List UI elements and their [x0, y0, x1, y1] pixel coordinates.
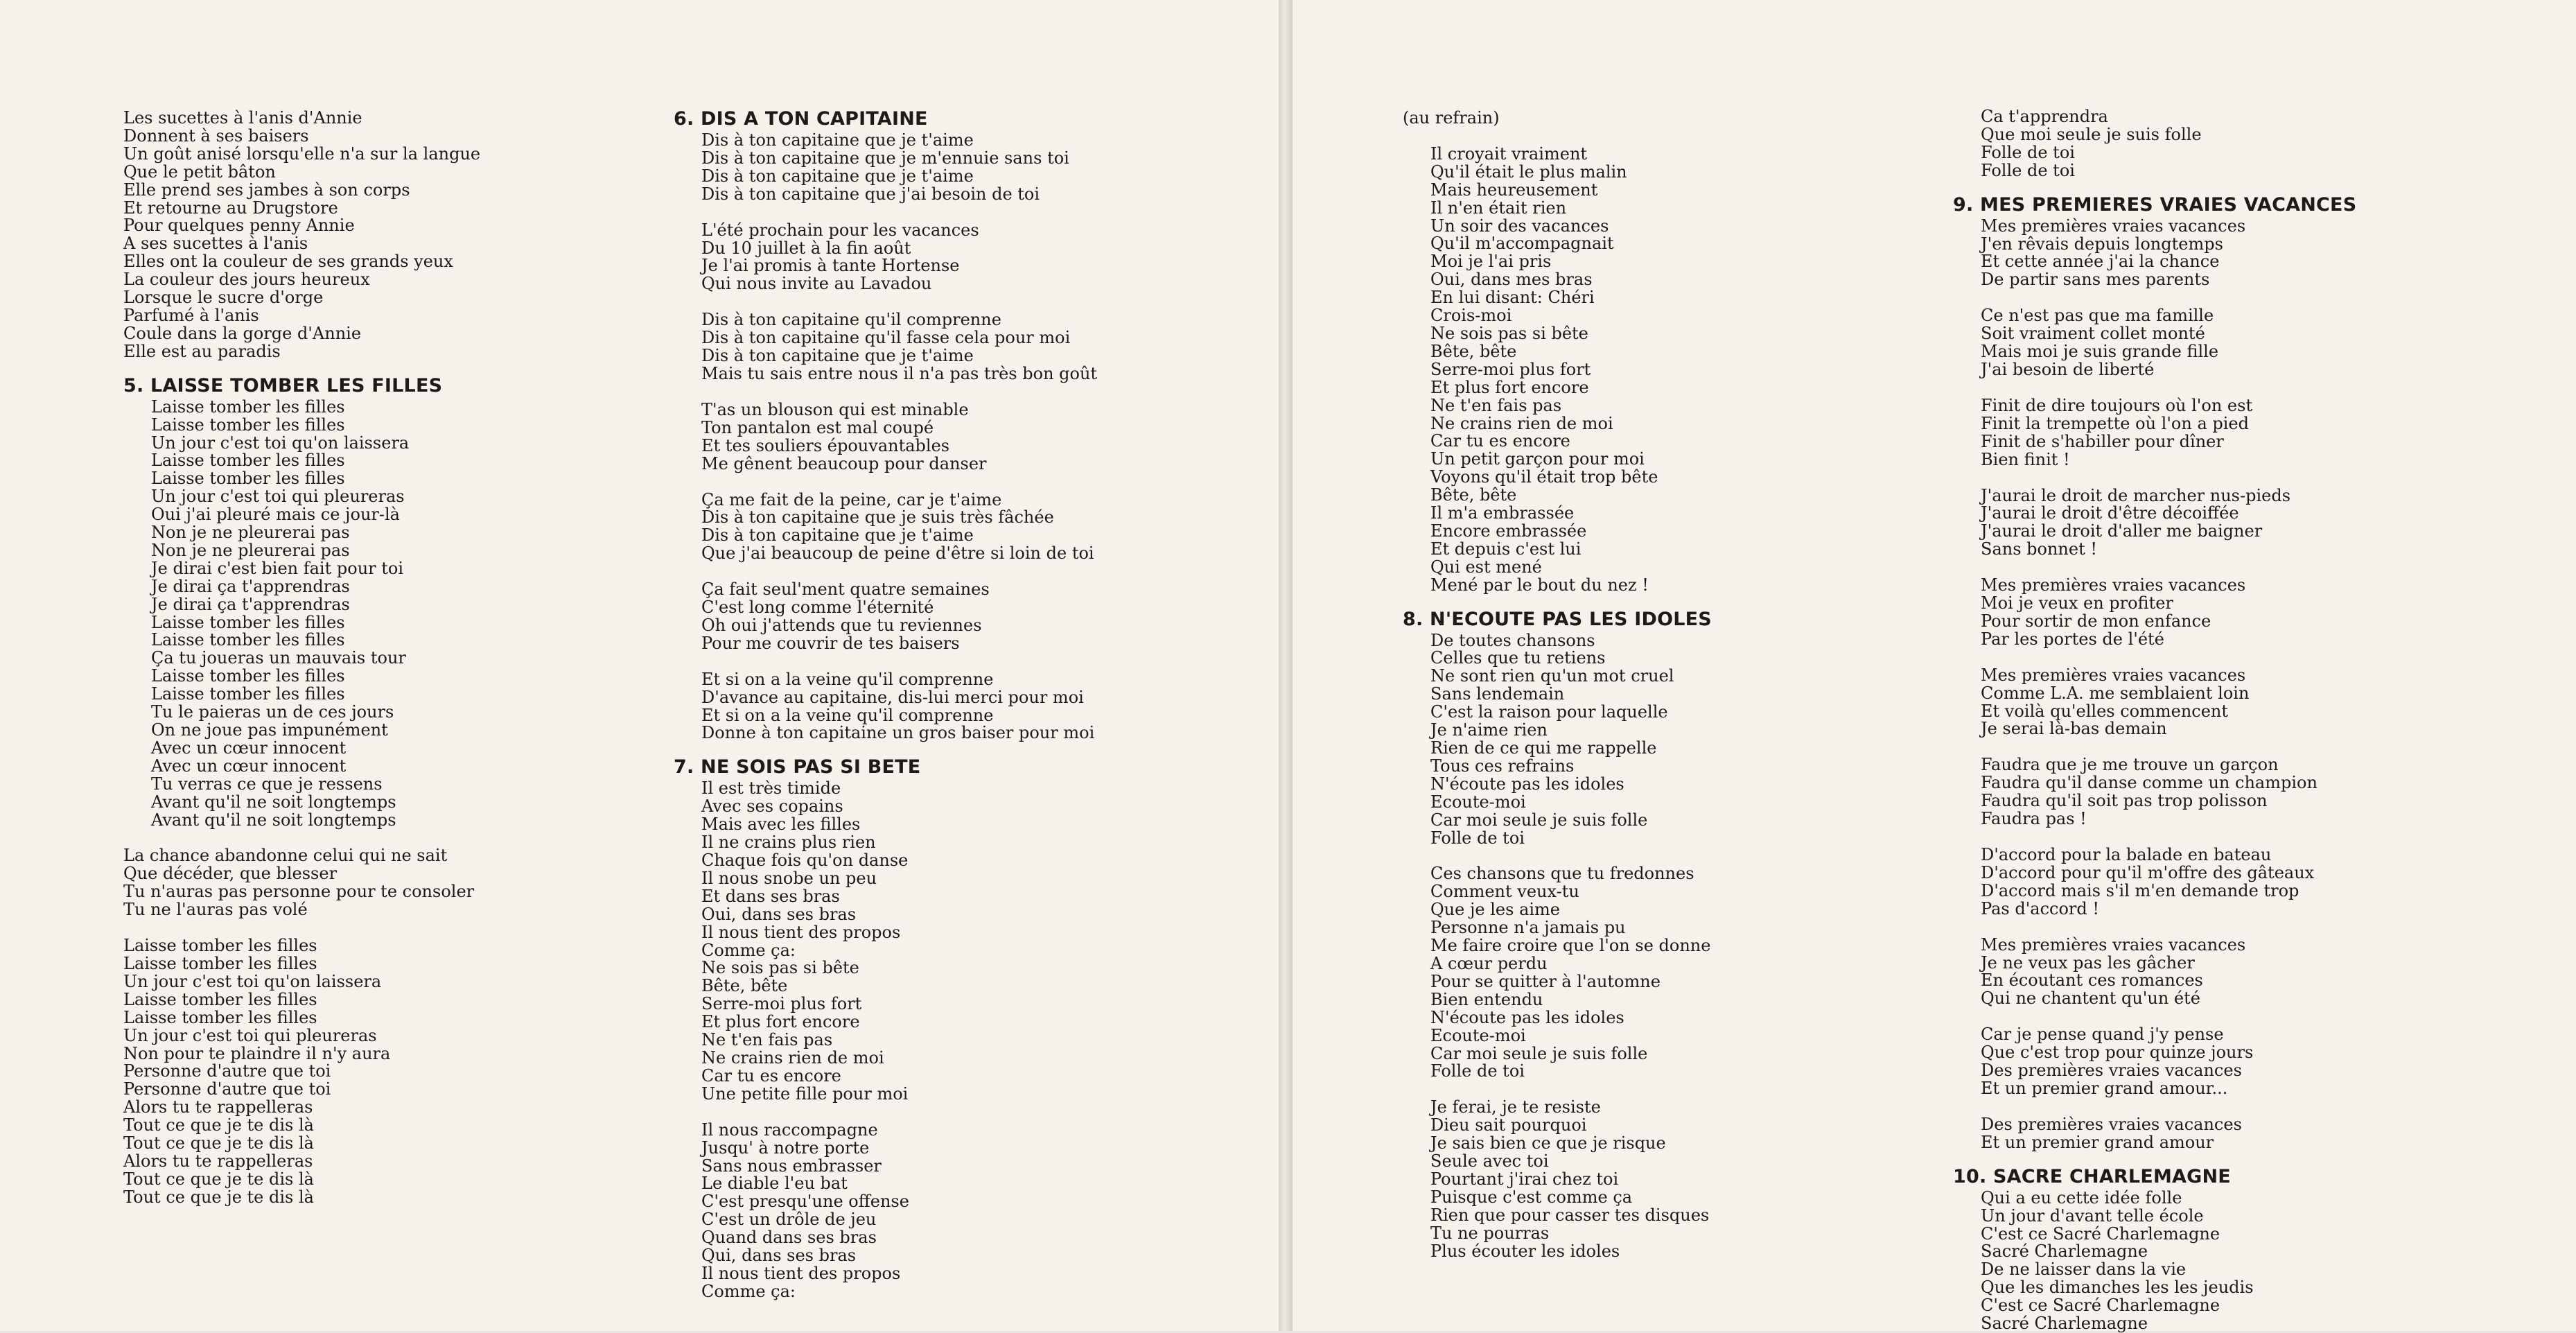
- lyric-line: Dis à ton capitaine que je t'aime: [701, 130, 974, 150]
- lyric-line: Sacré Charlemagne: [1981, 1241, 2148, 1262]
- lyric-line: Avec ses copains: [701, 796, 843, 817]
- lyric-line: Et plus fort encore: [701, 1012, 860, 1032]
- lyrics-stanza: [1953, 577, 2356, 649]
- lyric-line: Un jour c'est toi qui pleureras: [123, 1025, 377, 1045]
- lyric-line: Laisse tomber les filles: [151, 612, 345, 632]
- lyric-line: Folle de toi: [1430, 828, 1525, 848]
- lyrics-column-3: [1403, 110, 1712, 1260]
- lyric-line: Mes premières vraies vacances: [1981, 665, 2246, 685]
- lyric-line: Alors tu te rappelleras: [123, 1151, 313, 1171]
- stanza-gap: [1953, 379, 2356, 397]
- lyric-line: Faudra qu'il danse comme un champion: [1981, 773, 2317, 793]
- lyric-line: Chaque fois qu'on danse: [701, 851, 909, 870]
- lyric-line: Un soir des vacances: [1430, 216, 1609, 236]
- lyric-line: Que les dimanches les les jeudis: [1981, 1278, 2254, 1298]
- lyric-line: Coule dans la gorge d'Annie: [123, 323, 362, 343]
- lyric-line: Dis à ton capitaine que j'ai besoin de toi: [701, 184, 1040, 204]
- lyric-line: Je dirai ça t'apprendras: [151, 594, 350, 614]
- lyric-line: Personne d'autre que toi: [123, 1079, 331, 1099]
- lyric-line: Me faire croire que l'on se donne: [1430, 936, 1711, 956]
- lyrics-stanza: [1953, 487, 2356, 559]
- lyric-line: Folle de toi: [1981, 142, 2075, 162]
- lyric-line: Comme ça:: [701, 940, 796, 960]
- lyric-line: Laisse tomber les filles: [123, 953, 317, 973]
- lyric-line: Ton pantalon est mal coupé: [701, 417, 934, 437]
- lyrics-stanza: [1953, 1026, 2356, 1098]
- lyric-line: Lorsque le sucre d'orge: [123, 288, 324, 308]
- lyric-line: Laisse tomber les filles: [123, 1007, 317, 1027]
- lyric-line: Quand dans ses bras: [701, 1228, 877, 1248]
- song-title: 7. NE SOIS PAS SI BETE: [674, 756, 921, 778]
- lyric-line: Pourtant j'irai chez toi: [1430, 1169, 1619, 1189]
- lyrics-stanza: [1953, 667, 2356, 739]
- stanza-gap: [1953, 828, 2356, 846]
- lyric-line: Moi je veux en profiter: [1981, 593, 2173, 613]
- lyrics-stanza: [123, 110, 480, 361]
- stanza-gap: [674, 1104, 1097, 1122]
- lyric-line: Il nous raccompagne: [701, 1119, 878, 1140]
- lyric-line: Rien de ce qui me rappelle: [1430, 738, 1657, 758]
- stanza-gap: [674, 293, 1097, 311]
- lyric-line: Comment veux-tu: [1430, 882, 1579, 902]
- lyric-line: N'écoute pas les idoles: [1430, 1007, 1624, 1027]
- lyric-line: Faudra que je me trouve un garçon: [1981, 755, 2279, 775]
- lyric-line: Dis à ton capitaine que je m'ennuie sans toi: [701, 148, 1069, 168]
- lyric-line: Soit vraiment collet monté: [1981, 324, 2205, 344]
- lyric-line: Dis à ton capitaine que je t'aime: [701, 525, 974, 546]
- lyric-line: Je n'aime rien: [1430, 720, 1548, 740]
- stanza-gap: [123, 829, 480, 847]
- lyrics-column-1: [123, 110, 480, 1207]
- lyric-line: Mes premières vraies vacances: [1981, 216, 2246, 236]
- lyric-line: Jusqu' à notre porte: [701, 1138, 870, 1158]
- lyric-line: Donne à ton capitaine un gros baiser pour moi: [701, 723, 1095, 743]
- lyric-line: Seule avec toi: [1430, 1151, 1549, 1171]
- lyric-line: Pour quelques penny Annie: [123, 216, 355, 236]
- lyric-line: Alors tu te rappelleras: [123, 1097, 313, 1117]
- lyric-line: D'accord pour la balade en bateau: [1981, 845, 2272, 864]
- lyric-line: A cœur perdu: [1430, 953, 1548, 973]
- lyric-line: Je ferai, je te resiste: [1430, 1097, 1601, 1117]
- lyric-line: Tout ce que je te dis là: [123, 1187, 314, 1207]
- lyric-line: Laisse tomber les filles: [151, 630, 345, 650]
- lyric-line: Laisse tomber les filles: [151, 666, 345, 686]
- lyric-line: Mené par le bout du nez !: [1430, 575, 1649, 595]
- lyric-line: Moi je l'ai pris: [1430, 252, 1552, 272]
- lyric-line: Qui nous invite au Lavadou: [701, 274, 932, 294]
- lyric-line: Sacré Charlemagne: [1981, 1314, 2148, 1333]
- stanza-gap: [1953, 918, 2356, 936]
- lyric-line: J'aurai le droit de marcher nus-pieds: [1981, 485, 2291, 505]
- lyric-line: (au refrain): [1403, 108, 1500, 128]
- lyric-line: Parfumé à l'anis: [123, 305, 259, 325]
- lyric-line: Tout ce que je te dis là: [123, 1115, 314, 1135]
- lyric-line: Et plus fort encore: [1430, 377, 1589, 397]
- lyric-line: Il ne crains plus rien: [701, 833, 876, 853]
- lyric-line: Car tu es encore: [701, 1065, 841, 1086]
- lyric-line: Celles que tu retiens: [1430, 648, 1606, 668]
- lyrics-stanza: [674, 780, 1097, 1103]
- lyric-line: Mais moi je suis grande fille: [1981, 342, 2219, 362]
- lyric-line: Plus écouter les idoles: [1430, 1241, 1620, 1261]
- lyric-line: Donnent à ses baisers: [123, 125, 309, 146]
- lyric-line: Du 10 juillet à la fin août: [701, 238, 911, 258]
- lyric-line: Ne crains rien de moi: [1430, 413, 1613, 433]
- lyric-line: Des premières vraies vacances: [1981, 1061, 2242, 1081]
- lyric-line: Me gênent beaucoup pour danser: [701, 453, 987, 473]
- lyric-line: Ne crains rien de moi: [701, 1047, 884, 1068]
- lyric-line: Un jour c'est toi qui pleureras: [151, 487, 405, 507]
- lyric-line: Pour se quitter à l'automne: [1430, 971, 1661, 991]
- lyric-line: Et cette année j'ai la chance: [1981, 252, 2220, 272]
- lyric-line: Je serai là-bas demain: [1981, 719, 2167, 739]
- lyrics-stanza: [1953, 307, 2356, 379]
- lyric-line: Et si on a la veine qu'il comprenne: [701, 669, 994, 689]
- lyric-line: Qu'il m'accompagnait: [1430, 234, 1614, 254]
- lyric-line: Tout ce que je te dis là: [123, 1169, 314, 1189]
- lyrics-stanza: [674, 311, 1097, 383]
- lyric-line: Et retourne au Drugstore: [123, 198, 338, 218]
- stanza-gap: [1953, 469, 2356, 487]
- lyric-line: On ne joue pas impunément: [151, 720, 388, 740]
- lyric-line: Pour sortir de mon enfance: [1981, 611, 2211, 631]
- lyrics-stanza: [674, 491, 1097, 564]
- lyric-line: Mais tu sais entre nous il n'a pas très bon goût: [701, 363, 1098, 383]
- lyric-line: De ne laisser dans la vie: [1981, 1260, 2187, 1280]
- lyric-line: Mes premières vraies vacances: [1981, 934, 2246, 955]
- lyric-line: Que c'est trop pour quinze jours: [1981, 1043, 2254, 1063]
- lyric-line: Il est très timide: [701, 778, 841, 799]
- lyric-line: Ca t'apprendra: [1981, 107, 2108, 126]
- lyric-line: Qu'il était le plus malin: [1430, 162, 1627, 182]
- lyric-line: Car moi seule je suis folle: [1430, 810, 1648, 830]
- lyric-line: Qui, dans ses bras: [701, 1246, 857, 1266]
- lyric-line: Mes premières vraies vacances: [1981, 575, 2246, 595]
- lyric-line: Personne n'a jamais pu: [1430, 918, 1626, 938]
- lyric-line: Avant qu'il ne soit longtemps: [151, 810, 396, 830]
- lyric-line: Je dirai ça t'apprendras: [151, 576, 350, 596]
- lyric-line: J'aurai le droit d'être décoiffée: [1981, 503, 2239, 523]
- stanza-gap: [1953, 1008, 2356, 1026]
- song-title: 8. N'ECOUTE PAS LES IDOLES: [1403, 608, 1712, 630]
- lyric-line: Par les portes de l'été: [1981, 629, 2164, 649]
- lyrics-stanza: [674, 222, 1097, 294]
- lyric-line: De partir sans mes parents: [1981, 270, 2210, 290]
- lyric-line: Et tes souliers épouvantables: [701, 435, 950, 455]
- lyric-line: Bien finit !: [1981, 449, 2070, 469]
- lyric-line: Un jour c'est toi qu'on laissera: [123, 971, 382, 991]
- lyric-line: D'accord mais s'il m'en demande trop: [1981, 880, 2299, 900]
- lyric-line: Serre-moi plus fort: [1430, 359, 1591, 379]
- lyric-line: D'avance au capitaine, dis-lui merci pour moi: [701, 687, 1084, 707]
- lyric-line: Mais avec les filles: [701, 814, 861, 835]
- lyric-line: Dis à ton capitaine qu'il fasse cela pour moi: [701, 328, 1071, 348]
- lyrics-stanza: [1403, 632, 1712, 848]
- lyric-line: Ecoute-moi: [1430, 792, 1526, 812]
- lyric-line: Ça me fait de la peine, car je t'aime: [701, 489, 1002, 509]
- lyric-line: Ce n'est pas que ma famille: [1981, 306, 2214, 326]
- stanza-gap: [674, 383, 1097, 401]
- lyric-line: Tu ne l'auras pas volé: [123, 900, 308, 920]
- lyric-line: L'été prochain pour les vacances: [701, 220, 979, 240]
- lyrics-stanza: [674, 671, 1097, 743]
- lyric-line: C'est ce Sacré Charlemagne: [1981, 1296, 2220, 1316]
- stanza-gap: [1953, 1098, 2356, 1116]
- stanza-gap: [1403, 1081, 1712, 1099]
- lyric-line: Ne sois pas si bête: [1430, 323, 1588, 343]
- lyric-line: T'as un blouson qui est minable: [701, 399, 969, 419]
- lyric-line: Il nous snobe un peu: [701, 868, 877, 888]
- lyric-line: D'accord pour qu'il m'offre des gâteaux: [1981, 862, 2315, 882]
- lyrics-stanza: [1953, 397, 2356, 469]
- lyric-line: Laisse tomber les filles: [151, 451, 345, 471]
- lyric-line: Avant qu'il ne soit longtemps: [151, 792, 396, 812]
- lyric-line: Bien entendu: [1430, 989, 1543, 1009]
- lyric-line: N'écoute pas les idoles: [1430, 774, 1624, 794]
- stanza-gap: [1953, 649, 2356, 667]
- lyric-line: Finit de s'habiller pour dîner: [1981, 431, 2224, 451]
- lyric-line: Mais heureusement: [1430, 180, 1598, 200]
- lyric-line: J'aurai le droit d'aller me baigner: [1981, 521, 2263, 541]
- lyric-line: Il n'en était rien: [1430, 198, 1567, 218]
- lyric-line: Le diable l'eu bat: [701, 1174, 848, 1194]
- lyric-line: Crois-moi: [1430, 306, 1512, 326]
- lyric-line: Que je les aime: [1430, 900, 1561, 920]
- lyric-line: Oui j'ai pleuré mais ce jour-là: [151, 505, 400, 525]
- lyric-line: Faudra qu'il soit pas trop polisson: [1981, 791, 2268, 811]
- lyric-line: Qui a eu cette idée folle: [1981, 1187, 2182, 1208]
- lyric-line: Et si on a la veine qu'il comprenne: [701, 705, 994, 725]
- lyric-line: Finit de dire toujours où l'on est: [1981, 395, 2253, 415]
- lyric-line: Avec un cœur innocent: [151, 738, 347, 758]
- book-gutter: [1279, 0, 1293, 1331]
- lyrics-stanza: [1953, 1187, 2356, 1333]
- lyric-line: Ecoute-moi: [1430, 1025, 1526, 1045]
- lyric-line: Comme L.A. me semblaient loin: [1981, 683, 2250, 703]
- lyric-line: Dis à ton capitaine qu'il comprenne: [701, 310, 1001, 330]
- stanza-gap: [1953, 559, 2356, 577]
- lyric-line: Et depuis c'est lui: [1430, 539, 1581, 559]
- lyric-line: Bête, bête: [1430, 341, 1517, 361]
- lyric-line: Elles ont la couleur de ses grands yeux: [123, 252, 453, 272]
- lyric-line: Laisse tomber les filles: [123, 989, 317, 1009]
- lyric-line: Des premières vraies vacances: [1981, 1114, 2242, 1134]
- lyric-line: Tu n'auras pas personne pour te consoler: [123, 882, 475, 902]
- lyrics-stanza: [123, 399, 480, 830]
- lyric-line: Dieu sait pourquoi: [1430, 1115, 1587, 1135]
- lyric-line: Qui ne chantent qu'un été: [1981, 988, 2200, 1009]
- lyric-line: Laisse tomber les filles: [151, 684, 345, 704]
- lyric-line: Faudra pas !: [1981, 809, 2087, 829]
- lyric-line: Comme ça:: [701, 1281, 796, 1301]
- lyric-line: Laisse tomber les filles: [151, 469, 345, 489]
- lyrics-stanza: [1403, 865, 1712, 1081]
- lyric-line: Ça tu joueras un mauvais tour: [151, 648, 406, 668]
- lyric-line: Pas d'accord !: [1981, 898, 2100, 918]
- song-title: 5. LAISSE TOMBER LES FILLES: [123, 374, 443, 397]
- lyric-line: C'est presqu'une offense: [701, 1192, 909, 1212]
- lyric-line: De toutes chansons: [1430, 630, 1595, 650]
- lyric-line: Voyons qu'il était trop bête: [1430, 467, 1658, 487]
- lyric-line: Une petite fille pour moi: [701, 1083, 909, 1104]
- lyric-line: Je ne veux pas les gâcher: [1981, 952, 2195, 973]
- lyric-line: Que décéder, que blesser: [123, 864, 338, 884]
- lyric-line: Il nous tient des propos: [701, 922, 901, 942]
- lyric-line: Rien que pour casser tes disques: [1430, 1205, 1710, 1225]
- lyrics-stanza: [1403, 143, 1712, 595]
- lyric-line: J'ai besoin de liberté: [1981, 359, 2155, 379]
- lyric-line: Non je ne pleurerai pas: [151, 540, 350, 560]
- stanza-gap: [674, 563, 1097, 581]
- song-title: 10. SACRE CHARLEMAGNE: [1953, 1165, 2231, 1187]
- lyric-line: Il m'a embrassée: [1430, 503, 1575, 523]
- lyric-line: Dis à ton capitaine que je t'aime: [701, 166, 974, 186]
- lyric-line: Que moi seule je suis folle: [1981, 124, 2202, 144]
- lyric-line: Un jour c'est toi qu'on laissera: [151, 433, 410, 453]
- stanza-gap: [123, 919, 480, 937]
- stanza-gap: [1403, 128, 1712, 146]
- lyric-line: La chance abandonne celui qui ne sait: [123, 846, 448, 866]
- lyrics-stanza: [1953, 756, 2356, 828]
- lyric-line: Oui, dans ses bras: [701, 904, 857, 924]
- lyrics-stanza: [1953, 1116, 2356, 1152]
- song-title: 6. DIS A TON CAPITAINE: [674, 108, 928, 130]
- lyric-line: Car moi seule je suis folle: [1430, 1043, 1648, 1063]
- lyric-line: Pour me couvrir de tes baisers: [701, 633, 960, 653]
- lyric-line: Tout ce que je te dis là: [123, 1133, 314, 1153]
- lyric-line: C'est ce Sacré Charlemagne: [1981, 1223, 2220, 1244]
- lyric-line: Puisque c'est comme ça: [1430, 1187, 1633, 1207]
- stanza-gap: [1953, 289, 2356, 307]
- lyric-line: Elle prend ses jambes à son corps: [123, 180, 410, 200]
- lyric-line: Que j'ai beaucoup de peine d'être si loin de toi: [701, 543, 1094, 564]
- lyric-line: Personne d'autre que toi: [123, 1061, 331, 1081]
- lyrics-column-2: [674, 108, 1097, 1301]
- stanza-gap: [674, 204, 1097, 222]
- lyrics-stanza: [123, 937, 480, 1207]
- lyric-line: Ne sois pas si bête: [701, 958, 859, 978]
- lyric-line: Oh oui j'attends que tu reviennes: [701, 615, 982, 635]
- lyric-line: En écoutant ces romances: [1981, 970, 2203, 991]
- lyric-line: Oui, dans mes bras: [1430, 270, 1593, 290]
- lyric-line: Les sucettes à l'anis d'Annie: [123, 108, 362, 128]
- lyric-line: Tous ces refrains: [1430, 756, 1575, 776]
- lyric-line: Serre-moi plus fort: [701, 994, 862, 1014]
- lyric-line: C'est un drôle de jeu: [701, 1210, 877, 1230]
- lyric-line: Il croyait vraiment: [1430, 143, 1588, 164]
- lyric-line: Tu ne pourras: [1430, 1223, 1550, 1243]
- lyric-line: Tu verras ce que je ressens: [151, 774, 383, 794]
- lyric-line: Je l'ai promis à tante Hortense: [701, 256, 960, 276]
- lyric-line: Sans bonnet !: [1981, 539, 2097, 559]
- lyric-line: Je sais bien ce que je risque: [1430, 1133, 1666, 1153]
- lyric-line: Qui est mené: [1430, 557, 1542, 577]
- lyric-line: Tu le paieras un de ces jours: [151, 702, 394, 722]
- lyric-line: Avec un cœur innocent: [151, 756, 347, 776]
- lyric-line: Dis à ton capitaine que je suis très fâchée: [701, 507, 1054, 528]
- stanza-gap: [1403, 847, 1712, 865]
- lyric-line: Ces chansons que tu fredonnes: [1430, 864, 1694, 884]
- lyric-line: Un goût anisé lorsqu'elle n'a sur la langue: [123, 143, 481, 164]
- lyrics-stanza: [1953, 846, 2356, 918]
- lyric-line: Sans lendemain: [1430, 684, 1565, 704]
- lyrics-stanza: [674, 1119, 1097, 1301]
- lyrics-stanza: [674, 132, 1097, 204]
- lyric-line: Sans nous embrasser: [701, 1156, 882, 1176]
- lyric-line: Non je ne pleurerai pas: [151, 523, 350, 543]
- lyrics-column-4: [1953, 108, 2356, 1333]
- lyric-line: Bête, bête: [1430, 485, 1517, 505]
- lyric-line: Ne sont rien qu'un mot cruel: [1430, 666, 1674, 686]
- lyrics-stanza: [1953, 108, 2356, 180]
- lyrics-stanza: [1953, 218, 2356, 290]
- lyric-line: Non pour te plaindre il n'y aura: [123, 1043, 391, 1063]
- stanza-gap: [1953, 738, 2356, 756]
- lyric-line: C'est la raison pour laquelle: [1430, 702, 1668, 722]
- lyrics-stanza: [1953, 936, 2356, 1009]
- lyric-line: Dis à ton capitaine que je t'aime: [701, 346, 974, 366]
- stanza-gap: [674, 653, 1097, 671]
- lyrics-stanza: [123, 847, 480, 919]
- lyric-line: J'en rêvais depuis longtemps: [1981, 234, 2223, 254]
- lyric-line: Encore embrassée: [1430, 521, 1587, 541]
- lyric-line: Folle de toi: [1430, 1061, 1525, 1081]
- stanza-gap: [674, 473, 1097, 491]
- lyrics-stanza: [674, 401, 1097, 473]
- lyric-line: Un jour d'avant telle école: [1981, 1205, 2204, 1226]
- lyric-line: A ses sucettes à l'anis: [123, 234, 308, 254]
- lyric-line: C'est long comme l'éternité: [701, 598, 934, 618]
- lyric-line: Laisse tomber les filles: [151, 415, 345, 435]
- lyric-line: Ne t'en fais pas: [701, 1030, 833, 1050]
- lyric-line: Je dirai c'est bien fait pour toi: [151, 558, 404, 578]
- lyric-line: Et dans ses bras: [701, 886, 840, 906]
- lyric-line: Ne t'en fais pas: [1430, 395, 1562, 415]
- lyric-line: Car je pense quand j'y pense: [1981, 1025, 2224, 1045]
- lyric-line: Finit la trempette où l'on a pied: [1981, 413, 2249, 433]
- lyric-line: Que le petit bâton: [123, 162, 276, 182]
- lyric-line: Et un premier grand amour: [1981, 1132, 2214, 1152]
- lyric-line: La couleur des jours heureux: [123, 270, 370, 290]
- lyric-line: En lui disant: Chéri: [1430, 288, 1595, 308]
- lyric-line: Un petit garçon pour moi: [1430, 449, 1645, 469]
- lyrics-stanza: [1403, 110, 1712, 128]
- lyric-line: Car tu es encore: [1430, 431, 1570, 451]
- lyrics-stanza: [674, 581, 1097, 653]
- song-title: 9. MES PREMIERES VRAIES VACANCES: [1953, 193, 2357, 216]
- lyric-line: Et un premier grand amour...: [1981, 1078, 2228, 1098]
- lyric-line: Bête, bête: [701, 976, 788, 996]
- lyric-line: Il nous tient des propos: [701, 1263, 901, 1283]
- lyrics-stanza: [1403, 1099, 1712, 1260]
- lyric-line: Folle de toi: [1981, 160, 2075, 180]
- lyric-line: Ça fait seul'ment quatre semaines: [701, 580, 990, 600]
- lyric-line: Laisse tomber les filles: [123, 936, 317, 956]
- lyric-line: Laisse tomber les filles: [151, 397, 345, 417]
- lyric-line: Et voilà qu'elles commencent: [1981, 701, 2229, 721]
- lyric-line: Elle est au paradis: [123, 341, 281, 361]
